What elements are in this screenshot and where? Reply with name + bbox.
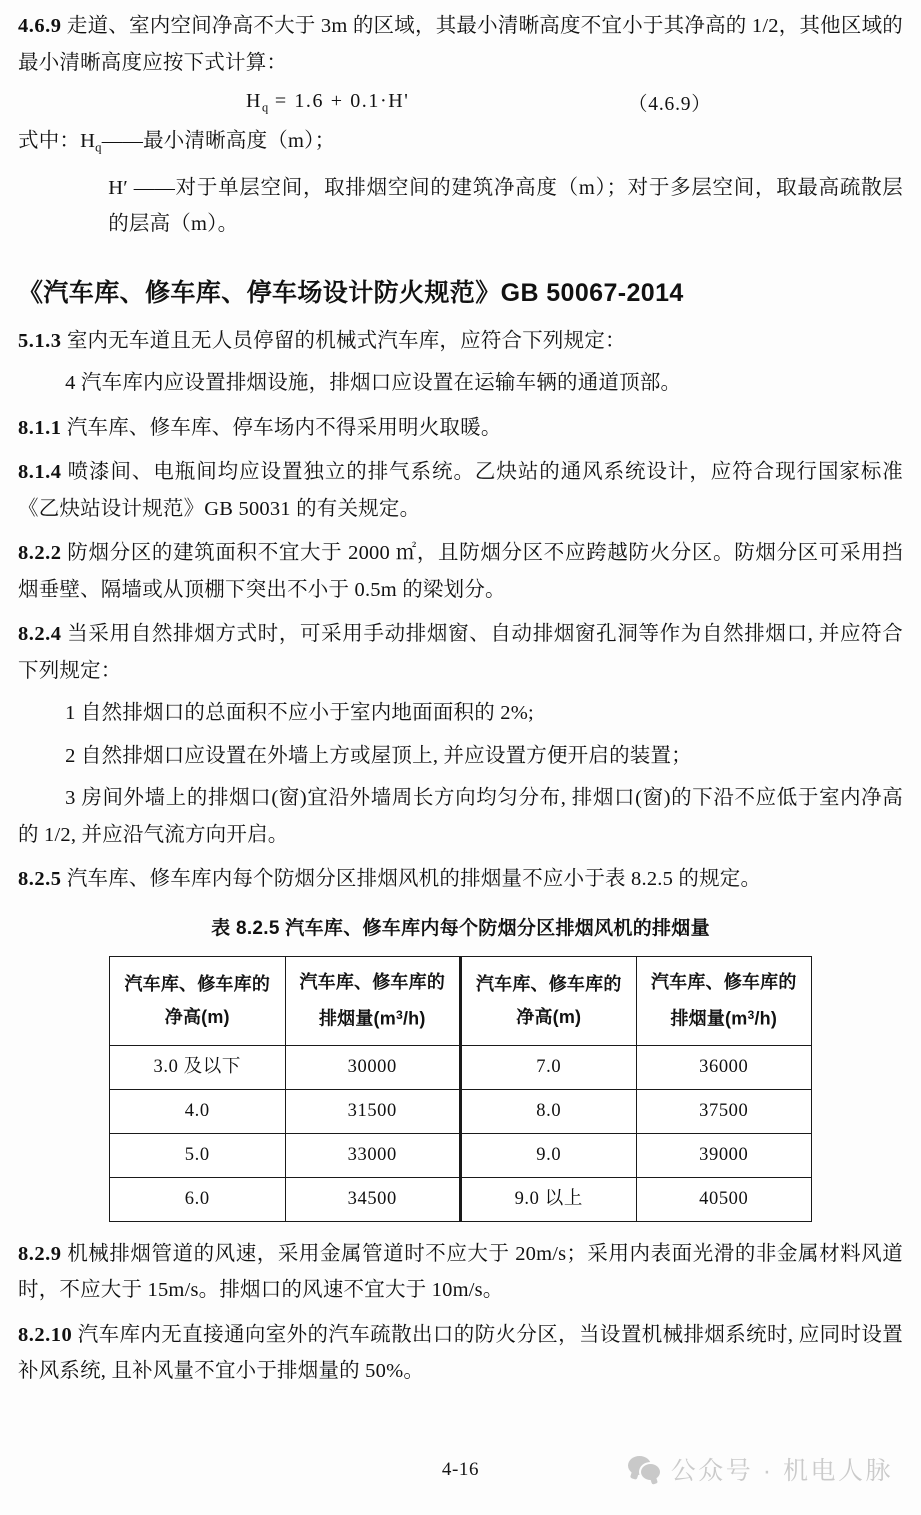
page-footer [0,1451,921,1497]
clause-4-6-9-body [18,8,903,81]
definition-line-1 [18,123,903,166]
clause-text: 汽车库、修车库内每个防烟分区排烟风机的排烟量不应小于表 8.2.5 的规定。 [66,868,762,891]
clause-number: 8.2.10 [18,1323,73,1346]
clause-8-2-4 [18,616,903,689]
cell-flow-left: 33000 [285,1133,461,1177]
subitem-8-2-4-3: 3 房间外墙上的排烟口(窗)宜沿外墙周长方向均匀分布, 排烟口(窗)的下沿不应低于室内净高的 1/2, 并应沿气流方向开启。 [18,787,903,846]
clause-5-1-3 [18,323,903,360]
header-line-2 [286,999,460,1036]
header-unit-suffix: /h) [754,1008,778,1029]
formula-expression [246,81,410,127]
table-header-cell-3 [636,956,812,1045]
clause-text: 走道、室内空间净高不大于 3m 的区域，其最小清晰高度不宜小于其净高的 1/2，其他区域的最小清晰高度应按下式计算： [18,15,904,74]
header-line-1: 汽车库、修车库的 [650,972,797,993]
header-line-1: 汽车库、修车库的 [475,973,622,994]
cell-height-right: 9.0 [461,1133,637,1177]
clause-text: 汽车库内无直接通向室外的汽车疏散出口的防火分区，当设置机械排烟系统时, 应同时设置补风系统, 且补风量不宜小于排烟量的 50%。 [18,1323,903,1383]
cell-flow-left: 30000 [285,1045,461,1089]
watermark-text: 公众号 · 机电人脉 [670,1457,893,1485]
clause-number: 8.2.2 [18,542,62,565]
clause-8-2-2 [18,535,903,608]
table-header-row [110,956,812,1045]
standard-title: 《汽车库、修车库、停车场设计防火规范》GB 50067-2014 [18,278,684,307]
formula-variable: H [246,90,263,112]
header-unit-suffix: /h) [402,1008,426,1029]
header-line-2: 净高(m) [164,1006,230,1027]
clause-number: 8.2.9 [18,1242,62,1265]
header-unit-superscript: 3 [747,1008,755,1023]
clause-number: 8.1.1 [18,416,62,439]
table-row [110,1133,812,1177]
header-line-2 [637,999,812,1036]
table-wrapper [18,956,903,1222]
table-row [110,1177,812,1221]
cell-flow-left: 31500 [285,1089,461,1133]
header-line-1: 汽车库、修车库的 [124,973,271,994]
definition-symbol-subscript: q [95,140,102,155]
subitem-8-2-4-2: 2 自然排烟口应设置在外墙上方或屋顶上, 并应设置方便开启的装置； [65,744,692,767]
clause-8-1-4 [18,454,903,527]
clause-text: 机械排烟管道的风速，采用金属管道时不应大于 20m/s；采用内表面光滑的非金属材料风道时，不应大于 15m/s。排烟口的风速不宜大于 10m/s。 [18,1242,904,1302]
definition-text: ——最小清晰高度（m）； [101,130,336,152]
clause-text: 防烟分区的建筑面积不宜大于 2000 ㎡，且防烟分区不应跨越防火分区。防烟分区可采用挡烟垂壁、隔墙或从顶棚下突出不小于 0.5m 的梁划分。 [18,542,904,601]
clause-text: 汽车库、修车库、停车场内不得采用明火取暖。 [66,416,502,439]
header-unit-prefix: 排烟量(m [318,1008,396,1029]
clause-8-2-5 [18,861,903,898]
cell-height-right: 8.0 [461,1089,637,1133]
definition-symbol-2: H′ [108,176,128,199]
formula-row [18,81,903,121]
cell-flow-left: 34500 [285,1177,461,1221]
clause-4-6-9 [18,8,903,243]
cell-flow-right: 37500 [636,1089,812,1133]
clause-8-1-1 [18,410,903,447]
cell-flow-right: 39000 [636,1133,812,1177]
cell-height-right: 9.0 以上 [461,1177,637,1221]
clause-number: 8.2.4 [18,623,62,646]
header-unit-prefix: 排烟量(m [670,1008,748,1029]
clause-number: 5.1.3 [18,329,62,352]
cell-height-left: 5.0 [110,1133,286,1177]
clause-text: 室内无车道且无人员停留的机械式汽车库，应符合下列规定： [66,329,626,352]
cell-height-left: 4.0 [110,1089,286,1133]
formula-rest: = 1.6 + 0.1·H' [268,90,410,112]
header-line-1: 汽车库、修车库的 [299,972,446,993]
clause-text: 当采用自然排烟方式时，可采用手动排烟窗、自动排烟窗孔洞等作为自然排烟口, 并应符合下列规定： [18,623,903,682]
subitem-5-1-3-4: 4 汽车库内应设置排烟设施，排烟口应设置在运输车辆的通道顶部。 [65,372,682,395]
clause-number: 8.2.5 [18,868,62,891]
subitem-8-2-4-1: 1 自然排烟口的总面积不应小于室内地面面积的 2%; [65,702,534,725]
cell-height-right: 7.0 [461,1045,637,1089]
equation-number: （4.6.9） [628,94,712,115]
cell-flow-right: 36000 [636,1045,812,1089]
table-caption: 表 8.2.5 汽车库、修车库内每个防烟分区排烟风机的排烟量 [211,917,710,939]
table-header-cell-2 [461,956,637,1045]
formula-subscript: q [262,100,269,115]
clause-text: 喷漆间、电瓶间均应设置独立的排气系统。乙炔站的通风系统设计，应符合现行国家标准《乙炔站设计规范》GB 50031 的有关规定。 [18,461,903,520]
wechat-icon [628,1456,662,1482]
definition-text-2: ——对于单层空间，取排烟空间的建筑净高度（m）；对于多层空间，取最高疏散层的层高（m）。 [108,176,903,236]
cell-height-left: 3.0 及以下 [110,1045,286,1089]
clause-8-2-9 [18,1236,903,1309]
header-line-2: 净高(m) [516,1006,582,1027]
definition-line-2 [18,170,903,243]
clause-8-2-10 [18,1317,903,1390]
table-row [110,1089,812,1133]
cell-flow-right: 40500 [636,1177,812,1221]
document-page [0,8,921,1515]
table-header-cell-1 [285,956,461,1045]
watermark [628,1451,893,1487]
clause-number: 4.6.9 [18,15,62,37]
page-number: 4-16 [441,1459,480,1480]
cell-height-left: 6.0 [110,1177,286,1221]
table-header-cell-0 [110,956,286,1045]
table-8-2-5 [109,956,812,1222]
definition-label: 式中： [18,130,81,152]
header-unit-superscript: 3 [395,1008,403,1023]
clause-number: 8.1.4 [18,461,62,484]
definition-symbol: H [80,130,96,152]
table-row [110,1045,812,1089]
